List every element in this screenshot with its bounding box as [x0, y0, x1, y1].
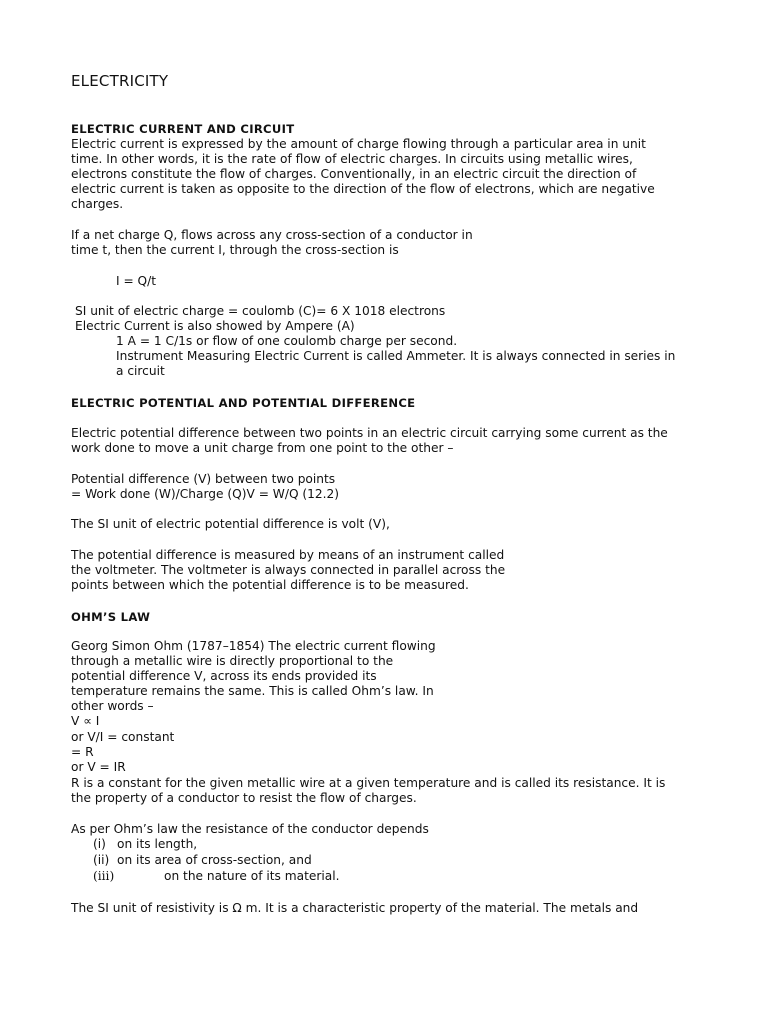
list-item-number: (i) [93, 837, 106, 851]
list-item-text: on its area of cross-section, and [117, 853, 312, 867]
text-line: time. In other words, it is the rate of flow of electric charges. In circuits using metallic wires, [71, 152, 633, 166]
text-line: = R [71, 745, 94, 759]
section-heading-ohms-law: OHM’S LAW [71, 610, 151, 624]
text-line: As per Ohm’s law the resistance of the conductor depends [71, 822, 429, 836]
text-line: = Work done (W)/Charge (Q)V = W/Q (12.2) [71, 487, 340, 501]
text-line: Instrument Measuring Electric Current is called Ammeter. It is always connected in series in [116, 349, 676, 363]
text-line: Electric potential difference between two points in an electric circuit carrying some current as the [71, 426, 668, 440]
text-line: electric current is taken as opposite to the direction of the flow of electrons, which are negative [71, 182, 655, 196]
current-formula: I = Q/t [116, 274, 157, 288]
text-line: Potential difference (V) between two points [71, 472, 336, 486]
section-heading-potential-difference: ELECTRIC POTENTIAL AND POTENTIAL DIFFERENCE [71, 396, 416, 410]
text-line: The SI unit of electric potential difference is volt (V), [71, 517, 390, 531]
text-line: or V/I = constant [71, 730, 175, 744]
text-line: SI unit of electric charge = coulomb (C)= 6 X 1018 electrons [75, 304, 446, 318]
text-line: the voltmeter. The voltmeter is always connected in parallel across the [71, 563, 506, 577]
text-line: If a net charge Q, flows across any cross-section of a conductor in [71, 228, 473, 242]
list-item-text: on the nature of its material. [164, 869, 340, 883]
text-line: points between which the potential difference is to be measured. [71, 578, 469, 592]
list-item-number: (ii) [93, 853, 110, 867]
text-line: time t, then the current I, through the cross-section is [71, 243, 399, 257]
list-item-text: on its length, [117, 837, 198, 851]
text-line: work done to move a unit charge from one point to the other – [71, 441, 454, 455]
ohm-proportional: V ∝ I [71, 714, 100, 728]
text-line: potential difference V, across its ends provided its [71, 669, 377, 683]
text-line: or V = IR [71, 760, 126, 774]
text-line: temperature remains the same. This is called Ohm’s law. In [71, 684, 434, 698]
text-line: Electric Current is also showed by Ampere (A) [75, 319, 355, 333]
text-line: charges. [71, 197, 124, 211]
text-line: The SI unit of resistivity is Ω m. It is a characteristic property of the material. The metals and [71, 901, 639, 915]
text-line: other words – [71, 699, 154, 713]
section-heading-electric-current: ELECTRIC CURRENT AND CIRCUIT [71, 122, 295, 136]
text-line: R is a constant for the given metallic wire at a given temperature and is called its resistance. It is [71, 776, 666, 790]
text-line: 1 A = 1 C/1s or flow of one coulomb charge per second. [116, 334, 458, 348]
text-line: through a metallic wire is directly proportional to the [71, 654, 394, 668]
document-title: ELECTRICITY [71, 72, 169, 90]
list-item-number: (iii) [93, 869, 115, 883]
text-line: the property of a conductor to resist the flow of charges. [71, 791, 417, 805]
text-line: electrons constitute the flow of charges. Conventionally, in an electric circuit the direction of [71, 167, 637, 181]
text-line: Georg Simon Ohm (1787–1854) The electric current flowing [71, 639, 436, 653]
text-line: a circuit [116, 364, 165, 378]
text-line: Electric current is expressed by the amount of charge flowing through a particular area in unit [71, 137, 646, 151]
text-line: The potential difference is measured by means of an instrument called [71, 548, 505, 562]
